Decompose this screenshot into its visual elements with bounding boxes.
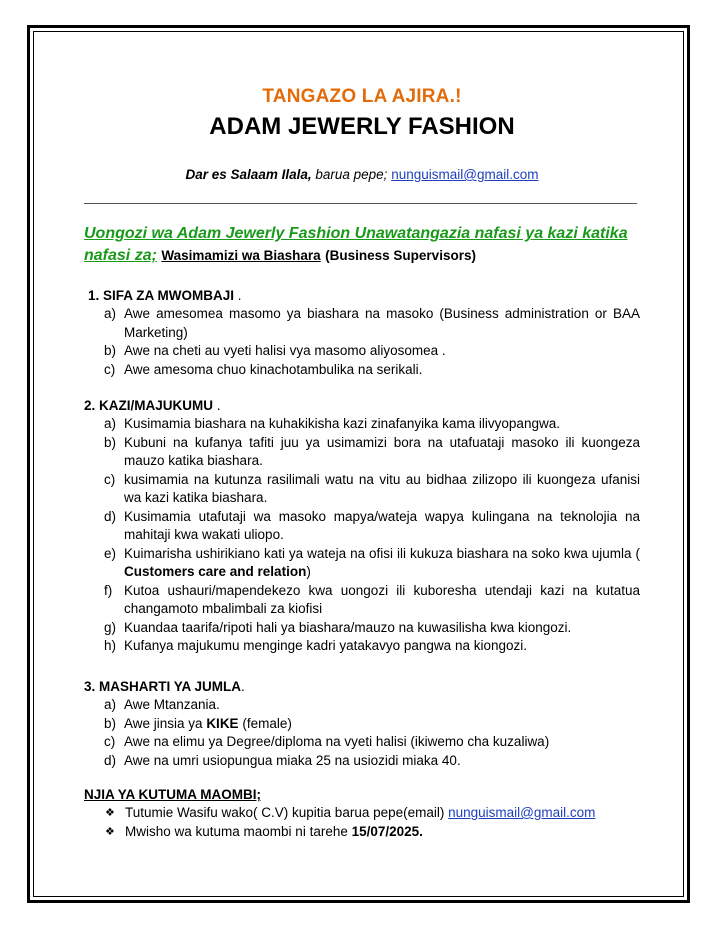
list-item: h) Kufanya majukumu menginge kadri yatakavyo pangwa na kiongozi. [104, 638, 527, 653]
section-general-conditions [84, 677, 640, 770]
intro-paragraph [84, 223, 640, 267]
requirements-list [84, 305, 640, 379]
divider [84, 203, 637, 204]
section-requirements [84, 286, 640, 379]
email-label: barua pepe; [315, 167, 388, 182]
intro-text: Uongozi wa Adam Jewerly Fashion Unawatangazia nafasi ya kazi katika nafasi za; [84, 225, 628, 264]
list-item: d) Awe na umri usiopungua miaka 25 na usiozidi miaka 40. [104, 752, 461, 768]
position-english: (Business Supervisors) [325, 248, 476, 263]
contact-line [84, 167, 640, 182]
diamond-bullet-icon: ❖ [105, 825, 115, 838]
email-link[interactable]: nunguismail@gmail.com [391, 167, 539, 182]
list-item: e) Kuimarisha ushirikiano kati ya wateja na ofisi ili kukuza biashara na soko kwa ujumla ( Customers care and relation) [104, 545, 640, 579]
section-how-to-apply [84, 785, 640, 841]
announcement-title: TANGAZO LA AJIRA.! [262, 86, 462, 107]
section-heading: 2. KAZI/MAJUKUMU . [84, 398, 221, 413]
list-item: a) Kusimamia biashara na kuhakikisha kazi zinafanyika kama ilivyopangwa. [104, 416, 560, 431]
list-item: c) Awe na elimu ya Degree/diploma na vyeti halisi (ikiwemo cha kuzaliwa) [104, 734, 550, 749]
company-title: ADAM JEWERLY FASHION [209, 113, 515, 140]
list-item: c) Awe amesoma chuo kinachotambulika na serikali. [104, 361, 423, 377]
email-link[interactable]: nunguismail@gmail.com [448, 805, 596, 820]
apply-list [84, 804, 640, 841]
location: Dar es Salaam Ilala, [185, 167, 312, 182]
diamond-bullet-icon: ❖ [105, 807, 115, 819]
duties-list [84, 415, 640, 656]
section-heading: 1. SIFA ZA MWOMBAJI . [88, 288, 242, 303]
apply-heading: NJIA YA KUTUMA MAOMBI; [84, 787, 262, 802]
list-item: c) kusimamia na kutunza rasilimali watu na vitu au bidhaa zilizopo ili kuongeza ufanisi wa kazi katika biashara. [104, 471, 640, 505]
list-item: ❖ Tutumie Wasifu wako( C.V) kupitia barua pepe(email) nunguismail@gmail.com [84, 804, 640, 823]
list-item: b) Awe na cheti au vyeti halisi vya masomo aliyosomea . [104, 343, 446, 358]
position-swahili: Wasimamizi wa Biashara [161, 248, 321, 263]
section-duties [84, 396, 640, 656]
list-item: a) Awe Mtanzania. [104, 697, 220, 712]
list-item: a) Awe amesomea masomo ya biashara na masoko (Business administration or BAA Marketing) [104, 306, 640, 340]
list-item: g) Kuandaa taarifa/ripoti hali ya biashara/mauzo na kuwasilisha kwa kiongozi. [104, 619, 572, 635]
list-item: ❖ Mwisho wa kutuma maombi ni tarehe 15/07/2025. [84, 823, 640, 842]
list-item: f) Kutoa ushauri/mapendekezo kwa uongozi ili kuboresha utendaji kazi na kutatua changamoto mbalimbali za kiofisi [104, 582, 640, 616]
list-item: b) Kubuni na kufanya tafiti juu ya usimamizi bora na utafuataji masoko ili kuongeza mauzo katika biashara. [104, 434, 640, 468]
section-heading: 3. MASHARTI YA JUMLA. [84, 679, 245, 694]
list-item: d) Kusimamia utafutaji wa masoko mapya/wateja wapya kulingana na teknolojia na mahitaji kwa wakati uliopo. [104, 508, 640, 542]
list-item: b) Awe jinsia ya KIKE (female) [104, 715, 292, 731]
conditions-list [84, 696, 640, 770]
